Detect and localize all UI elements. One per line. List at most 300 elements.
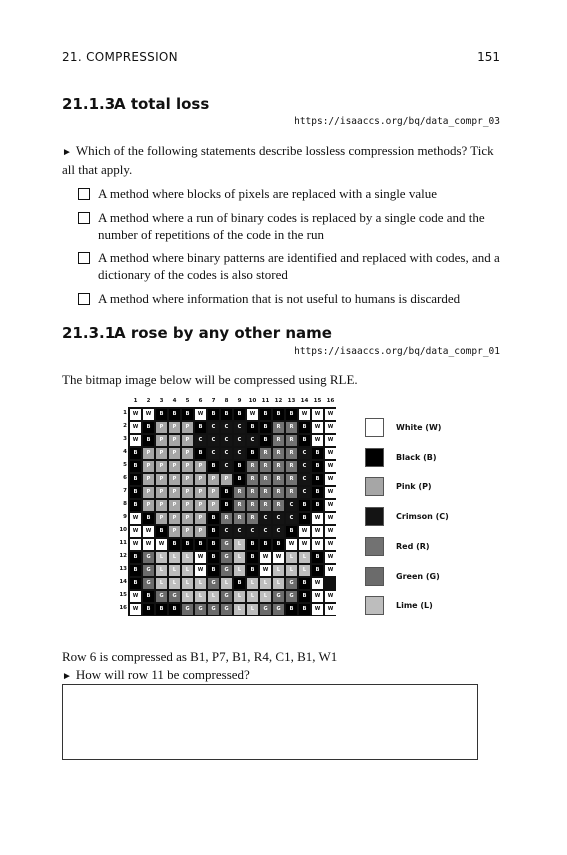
question-body: Which of the following statements describe lossless compression methods? Tick all that apply. — [62, 143, 494, 177]
bitmap-cell: G — [273, 604, 284, 615]
bitmap-cell: G — [221, 604, 232, 615]
row-number: 16 — [119, 605, 127, 611]
bitmap-cell: R — [286, 422, 297, 433]
bitmap-cell: W — [143, 539, 154, 550]
bitmap-cell: L — [273, 565, 284, 576]
bitmap-cell: P — [156, 461, 167, 472]
bitmap-cell: B — [208, 552, 219, 563]
bitmap-cell: L — [169, 552, 180, 563]
bitmap-cell: B — [234, 474, 245, 485]
triangle-marker-icon: ► — [62, 147, 72, 158]
bitmap-cell: B — [208, 513, 219, 524]
bitmap-cell: B — [286, 604, 297, 615]
bitmap-cell: P — [195, 461, 206, 472]
row-number: 1 — [123, 410, 127, 416]
bitmap-cell: G — [143, 565, 154, 576]
bitmap-cell: B — [143, 435, 154, 446]
column-number: 16 — [326, 398, 335, 404]
bitmap-cell: C — [234, 448, 245, 459]
column-number: 13 — [287, 398, 296, 404]
bitmap-cell: B — [156, 604, 167, 615]
column-number: 7 — [211, 398, 216, 404]
bitmap-cell: P — [143, 500, 154, 511]
bitmap-cell: B — [299, 422, 310, 433]
bitmap-cell: B — [299, 578, 310, 589]
bitmap-cell: C — [260, 526, 271, 537]
bitmap-cell: L — [260, 591, 271, 602]
bitmap-cell: B — [286, 409, 297, 420]
bitmap-cell: P — [169, 422, 180, 433]
bitmap-cell: W — [312, 513, 323, 524]
bitmap-cell: R — [221, 513, 232, 524]
bitmap-cell: P — [143, 474, 154, 485]
bitmap-cell: P — [195, 526, 206, 537]
bitmap-cell: B — [299, 500, 310, 511]
bitmap-cell: B — [260, 435, 271, 446]
bitmap-cell: W — [130, 604, 141, 615]
bitmap-cell: R — [247, 513, 258, 524]
question-text-2 — [62, 666, 500, 685]
bitmap-cell: B — [247, 552, 258, 563]
bitmap-cell: B — [299, 513, 310, 524]
bitmap-cell: P — [156, 500, 167, 511]
page-number: 151 — [477, 50, 500, 64]
bitmap-cell: R — [273, 487, 284, 498]
row-number: 14 — [119, 579, 127, 585]
bitmap-cell: W — [143, 409, 154, 420]
bitmap-cell: P — [195, 500, 206, 511]
section-title-rose — [62, 324, 332, 342]
bitmap-cell: W — [143, 526, 154, 537]
bitmap-cell: L — [195, 578, 206, 589]
option-3[interactable] — [78, 249, 500, 283]
legend-swatch — [365, 567, 384, 586]
bitmap-cells — [128, 407, 336, 616]
bitmap-cell: W — [325, 591, 336, 602]
bitmap-cell: B — [143, 604, 154, 615]
legend-label: Pink (P) — [396, 482, 432, 492]
bitmap-cell: W — [260, 565, 271, 576]
row-number: 12 — [119, 553, 127, 559]
bitmap-cell: W — [299, 526, 310, 537]
bitmap-cell: W — [325, 539, 336, 550]
bitmap-cell: P — [221, 474, 232, 485]
bitmap-cell: P — [195, 513, 206, 524]
bitmap-cell: L — [234, 539, 245, 550]
bitmap-cell: B — [221, 487, 232, 498]
bitmap-cell: W — [299, 539, 310, 550]
bitmap-cell: B — [299, 604, 310, 615]
legend-swatch — [365, 537, 384, 556]
bitmap-cell: B — [156, 409, 167, 420]
bitmap-cell: W — [325, 604, 336, 615]
legend-label: Lime (L) — [396, 601, 433, 611]
bitmap-cell: W — [312, 539, 323, 550]
column-number: 9 — [237, 398, 242, 404]
bitmap-cell: B — [130, 461, 141, 472]
bitmap-cell: R — [260, 500, 271, 511]
bitmap-cell: P — [156, 435, 167, 446]
row-number: 10 — [119, 527, 127, 533]
bitmap-cell: P — [156, 513, 167, 524]
bitmap-cell: B — [208, 539, 219, 550]
bitmap-cell: B — [221, 500, 232, 511]
bitmap-cell: B — [312, 461, 323, 472]
bitmap-cell: B — [169, 539, 180, 550]
option-4[interactable] — [78, 290, 500, 307]
bitmap-cell: W — [130, 409, 141, 420]
bitmap-cell: B — [169, 409, 180, 420]
bitmap-cell: B — [130, 578, 141, 589]
bitmap-cell: B — [260, 539, 271, 550]
legend-label: Crimson (C) — [396, 512, 449, 522]
bitmap-cell: W — [312, 409, 323, 420]
bitmap-cell: C — [286, 513, 297, 524]
legend-swatch — [365, 477, 384, 496]
bitmap-cell: P — [156, 422, 167, 433]
section-url-link[interactable]: https://isaaccs.org/bq/data_compr_03 — [294, 116, 500, 127]
question-text — [62, 142, 500, 178]
bitmap-cell: W — [130, 526, 141, 537]
bitmap-cell: W — [325, 409, 336, 420]
bitmap-cell: C — [208, 435, 219, 446]
bitmap-cell: C — [208, 422, 219, 433]
bitmap-cell: W — [325, 565, 336, 576]
bitmap-cell: B — [143, 422, 154, 433]
bitmap-cell: G — [169, 591, 180, 602]
bitmap-cell: P — [169, 487, 180, 498]
bitmap-cell: G — [208, 578, 219, 589]
bitmap-cell: B — [143, 513, 154, 524]
row-number: 15 — [119, 592, 127, 598]
bitmap-cell: B — [273, 409, 284, 420]
row-number: 5 — [123, 462, 127, 468]
bitmap-cell: W — [312, 604, 323, 615]
bitmap-cell: P — [169, 435, 180, 446]
bitmap-cell: B — [234, 409, 245, 420]
section-number: 21.3.1 — [62, 324, 116, 342]
bitmap-cell: P — [208, 474, 219, 485]
bitmap-cell: P — [169, 513, 180, 524]
checkbox-option-1[interactable] — [78, 188, 90, 200]
option-1[interactable] — [78, 185, 500, 202]
option-4-label: A method where information that is not useful to humans is discarded — [98, 291, 461, 306]
bitmap-cell: L — [234, 565, 245, 576]
bitmap-cell: R — [247, 487, 258, 498]
section-url-link[interactable]: https://isaaccs.org/bq/data_compr_01 — [294, 346, 500, 357]
option-2[interactable] — [78, 209, 500, 243]
bitmap-cell: G — [286, 591, 297, 602]
bitmap-cell: P — [169, 474, 180, 485]
bitmap-cell: P — [208, 500, 219, 511]
bitmap-cell: L — [260, 578, 271, 589]
bitmap-cell: C — [273, 513, 284, 524]
bitmap-cell: P — [182, 526, 193, 537]
bitmap-cell: P — [182, 500, 193, 511]
bitmap-cell: W — [260, 552, 271, 563]
bitmap-cell: B — [130, 448, 141, 459]
bitmap-cell: L — [182, 565, 193, 576]
bitmap-cell: L — [156, 578, 167, 589]
bitmap-cell: L — [208, 591, 219, 602]
bitmap-cell: B — [260, 422, 271, 433]
bitmap-cell: W — [325, 500, 336, 511]
bitmap-cell: C — [221, 435, 232, 446]
bitmap-cell: B — [156, 526, 167, 537]
bitmap-cell: R — [273, 474, 284, 485]
bitmap-cell: G — [221, 552, 232, 563]
bitmap-cell: C — [221, 461, 232, 472]
bitmap-cell: G — [273, 591, 284, 602]
bitmap-cell: G — [156, 591, 167, 602]
bitmap-cell: W — [195, 409, 206, 420]
column-number: 6 — [198, 398, 203, 404]
bitmap-cell: B — [195, 422, 206, 433]
bitmap-cell: B — [234, 578, 245, 589]
bitmap-cell: L — [169, 578, 180, 589]
bitmap-cell: R — [234, 500, 245, 511]
bitmap-cell: W — [312, 591, 323, 602]
bitmap-cell: C — [299, 487, 310, 498]
bitmap-cell: W — [312, 526, 323, 537]
bitmap-cell: B — [299, 591, 310, 602]
legend-label: White (W) — [396, 423, 442, 432]
bitmap-cell: P — [169, 461, 180, 472]
bitmap-cell: R — [247, 461, 258, 472]
bitmap-cell: B — [312, 565, 323, 576]
bitmap-cell: B — [299, 435, 310, 446]
column-number: 2 — [146, 398, 151, 404]
bitmap-cell: R — [286, 435, 297, 446]
bitmap-cell: L — [299, 565, 310, 576]
bitmap-cell: P — [182, 448, 193, 459]
bitmap-cell: B — [312, 552, 323, 563]
bitmap-cell: P — [182, 513, 193, 524]
column-number: 1 — [133, 398, 138, 404]
bitmap-cell: R — [260, 487, 271, 498]
bitmap-cell: L — [234, 591, 245, 602]
bitmap-cell: B — [182, 409, 193, 420]
row-number: 2 — [123, 423, 127, 429]
bitmap-cell: P — [156, 448, 167, 459]
bitmap-cell: B — [195, 448, 206, 459]
bitmap-cell: W — [156, 539, 167, 550]
row-number: 13 — [119, 566, 127, 572]
legend-swatch — [365, 418, 384, 437]
row-number: 3 — [123, 436, 127, 442]
row-number: 4 — [123, 449, 127, 455]
bitmap-cell: R — [247, 474, 258, 485]
bitmap-cell: P — [143, 448, 154, 459]
row-number: 11 — [119, 540, 127, 546]
column-number: 4 — [172, 398, 177, 404]
bitmap-cell: B — [234, 461, 245, 472]
bitmap-cell: C — [221, 526, 232, 537]
bitmap-cell: P — [156, 474, 167, 485]
bitmap-cell: W — [325, 487, 336, 498]
bitmap-cell: R — [273, 448, 284, 459]
bitmap-cell: B — [208, 409, 219, 420]
bitmap-cell: L — [182, 578, 193, 589]
bitmap-cell: L — [234, 604, 245, 615]
row-number: 7 — [123, 488, 127, 494]
bitmap-cell: G — [208, 604, 219, 615]
bitmap-cell: P — [208, 487, 219, 498]
question-body: How will row 11 be compressed? — [75, 667, 250, 682]
legend-item — [365, 477, 432, 496]
bitmap-cell: B — [312, 500, 323, 511]
bitmap-cell: W — [312, 435, 323, 446]
bitmap-cell: B — [247, 422, 258, 433]
bitmap-cell: C — [208, 448, 219, 459]
bitmap-cell: G — [143, 552, 154, 563]
row-number: 8 — [123, 501, 127, 507]
bitmap-cell: C — [221, 448, 232, 459]
bitmap-cell: B — [182, 539, 193, 550]
column-number: 10 — [248, 398, 257, 404]
legend-label: Red (R) — [396, 541, 430, 551]
bitmap-cell: W — [325, 526, 336, 537]
bitmap-cell: B — [130, 500, 141, 511]
checkbox-option-3[interactable] — [78, 252, 90, 264]
bitmap-cell: L — [286, 565, 297, 576]
bitmap-cell: R — [286, 487, 297, 498]
bitmap-cell: L — [273, 578, 284, 589]
bitmap-cell: W — [130, 513, 141, 524]
bitmap-cell: W — [325, 448, 336, 459]
bitmap-cell: B — [130, 487, 141, 498]
bitmap-cell: B — [143, 591, 154, 602]
bitmap-cell: W — [247, 409, 258, 420]
bitmap-cell: R — [260, 461, 271, 472]
bitmap-cell: B — [247, 448, 258, 459]
bitmap-cell: B — [195, 539, 206, 550]
section-number: 21.1.3 — [62, 95, 116, 113]
legend-swatch — [365, 507, 384, 526]
column-number: 3 — [159, 398, 164, 404]
bitmap-cell: L — [182, 591, 193, 602]
bitmap-cell: G — [286, 578, 297, 589]
bitmap-cell: C — [247, 526, 258, 537]
option-3-label: A method where binary patterns are identified and replaced with codes, and a dictionary of the codes is also stored — [98, 250, 500, 282]
bitmap-cell: P — [182, 487, 193, 498]
bitmap-cell: C — [299, 448, 310, 459]
bitmap-cell: W — [325, 435, 336, 446]
bitmap-cell: B — [130, 474, 141, 485]
bitmap-cell: B — [247, 539, 258, 550]
bitmap-cell: B — [247, 565, 258, 576]
bitmap-cell: R — [286, 474, 297, 485]
bitmap-cell: P — [195, 474, 206, 485]
bitmap-cell: R — [286, 461, 297, 472]
bitmap-cell: W — [325, 474, 336, 485]
section-title-text: A rose by any other name — [114, 324, 332, 342]
bitmap-cell: P — [182, 422, 193, 433]
bitmap-cell: W — [312, 422, 323, 433]
bitmap-cell: B — [312, 474, 323, 485]
bitmap-cell: G — [195, 604, 206, 615]
bitmap-cell: P — [182, 435, 193, 446]
bitmap-cell: B — [208, 526, 219, 537]
legend-item — [365, 418, 441, 437]
bitmap-cell: W — [325, 513, 336, 524]
bitmap-cell: P — [169, 448, 180, 459]
bitmap-cell: R — [234, 487, 245, 498]
bitmap-cell: C — [299, 461, 310, 472]
bitmap-cell: B — [208, 565, 219, 576]
bitmap-cell: W — [299, 409, 310, 420]
legend-item — [365, 537, 430, 556]
bitmap-cell: P — [143, 487, 154, 498]
bitmap-cell: W — [130, 539, 141, 550]
bitmap-cell: G — [221, 591, 232, 602]
column-number: 11 — [261, 398, 270, 404]
bitmap-cell: C — [286, 500, 297, 511]
example-text: Row 6 is compressed as B1, P7, B1, R4, C1, B1, W1 — [62, 649, 338, 664]
bitmap-cell: B — [169, 604, 180, 615]
bitmap-cell: B — [221, 409, 232, 420]
bitmap-cell: W — [273, 552, 284, 563]
bitmap-cell: L — [221, 578, 232, 589]
bitmap-cell: W — [195, 552, 206, 563]
bitmap-cell: W — [130, 591, 141, 602]
bitmap-cell: L — [195, 591, 206, 602]
bitmap-cell: P — [195, 487, 206, 498]
checkbox-option-4[interactable] — [78, 293, 90, 305]
bitmap-cell: C — [273, 526, 284, 537]
bitmap-cell: C — [234, 422, 245, 433]
legend-item — [365, 448, 437, 467]
bitmap-cell: C — [260, 513, 271, 524]
chapter-heading: 21. COMPRESSION — [62, 50, 178, 64]
bitmap-cell: W — [325, 422, 336, 433]
option-1-label: A method where blocks of pixels are replaced with a single value — [98, 186, 437, 201]
bitmap-cell: C — [299, 474, 310, 485]
bitmap-cell: B — [260, 409, 271, 420]
bitmap-cell: P — [182, 461, 193, 472]
legend-label: Black (B) — [396, 452, 437, 462]
column-number: 5 — [185, 398, 190, 404]
option-2-label: A method where a run of binary codes is replaced by a single code and the number of repetitions of the code in the run — [98, 210, 485, 242]
bitmap-cell: L — [156, 552, 167, 563]
bitmap-cell: L — [169, 565, 180, 576]
bitmap-cell: W — [325, 461, 336, 472]
bitmap-cell: P — [156, 487, 167, 498]
bitmap-cell: L — [286, 552, 297, 563]
bitmap-cell: P — [169, 526, 180, 537]
bitmap-cell: W — [130, 422, 141, 433]
intro-text: The bitmap image below will be compressed using RLE. — [62, 372, 358, 387]
bitmap-cell: W — [312, 578, 323, 589]
bitmap-cell: G — [182, 604, 193, 615]
bitmap-cell: C — [234, 435, 245, 446]
row-number: 6 — [123, 475, 127, 481]
bitmap-cell: C — [247, 435, 258, 446]
section-title-text: A total loss — [114, 95, 210, 113]
column-number: 12 — [274, 398, 283, 404]
section-title-total-loss — [62, 95, 209, 113]
bitmap-cell: G — [221, 539, 232, 550]
bitmap-cell: P — [182, 474, 193, 485]
bitmap-cell: G — [260, 604, 271, 615]
bitmap-cell: B — [130, 552, 141, 563]
bitmap-cell: B — [208, 461, 219, 472]
answer-box[interactable] — [62, 684, 478, 760]
legend-label: Green (G) — [396, 571, 440, 581]
checkbox-option-2[interactable] — [78, 212, 90, 224]
legend-swatch — [365, 596, 384, 615]
legend-swatch — [365, 448, 384, 467]
